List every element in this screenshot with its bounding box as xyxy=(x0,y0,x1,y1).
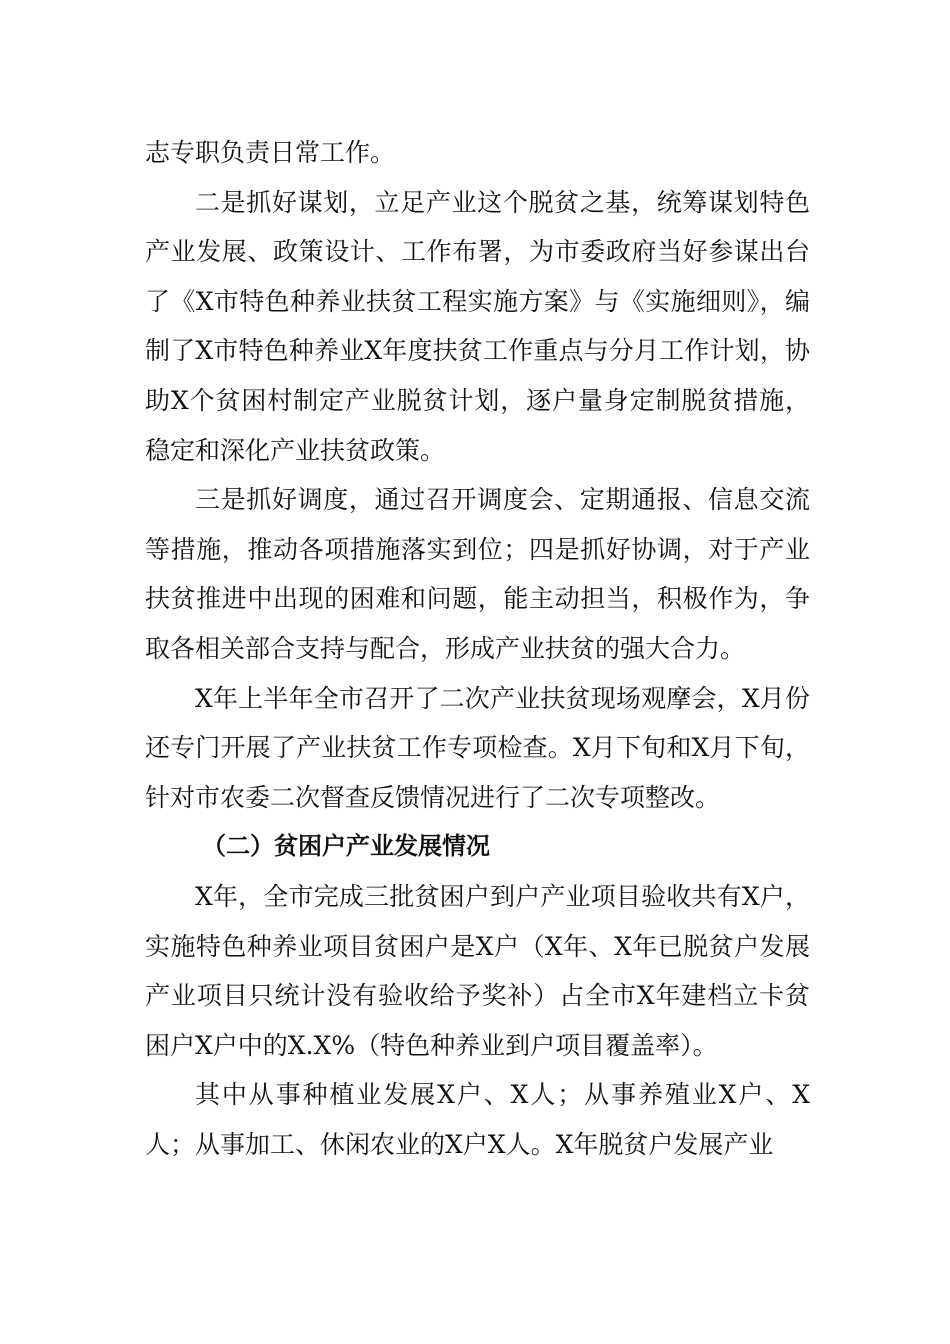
paragraph-planning: 二是抓好谋划，立足产业这个脱贫之基，统筹谋划特色产业发展、政策设计、工作布署，为市委政府当好参谋出台了《X市特色种养业扶贫工程实施方案》与《实施细则》，编制了X市特色种养业X年度扶贫工作重点与分月工作计划，协助X个贫困村制定产业脱贫计划，逐户量身定制脱贫措施，稳定和深化产业扶贫政策。 xyxy=(145,187,810,465)
paragraph-inspection: X年上半年全市召开了二次产业扶贫现场观摩会，X月份还专门开展了产业扶贫工作专项检查。X月下旬和X月下旬，针对市农委二次督查反馈情况进行了二次专项整改。 xyxy=(145,683,810,812)
paragraph-continuation: 志专职负责日常工作。 xyxy=(145,138,396,167)
section-heading: （二）贫困户产业发展情况 xyxy=(202,832,490,861)
paragraph-acceptance: X年，全市完成三批贫困户到户产业项目验收共有X户，实施特色种养业项目贫困户是X户（X年、X年已脱贫户发展产业项目只统计没有验收给予奖补）占全市X年建档立卡贫困户X户中的X.X%（特色种养业到户项目覆盖率）。 xyxy=(145,881,810,1060)
paragraph-breakdown: 其中从事种植业发展X户、X人；从事养殖业X户、X人；从事加工、休闲农业的X户X人。X年脱贫户发展产业 xyxy=(145,1080,810,1159)
paragraph-scheduling: 三是抓好调度，通过召开调度会、定期通报、信息交流等措施，推动各项措施落实到位；四是抓好协调，对于产业扶贫推进中出现的困难和问题，能主动担当，积极作为，争取各相关部合支持与配合，形成产业扶贫的强大合力。 xyxy=(145,485,810,663)
document-page xyxy=(145,128,810,1169)
